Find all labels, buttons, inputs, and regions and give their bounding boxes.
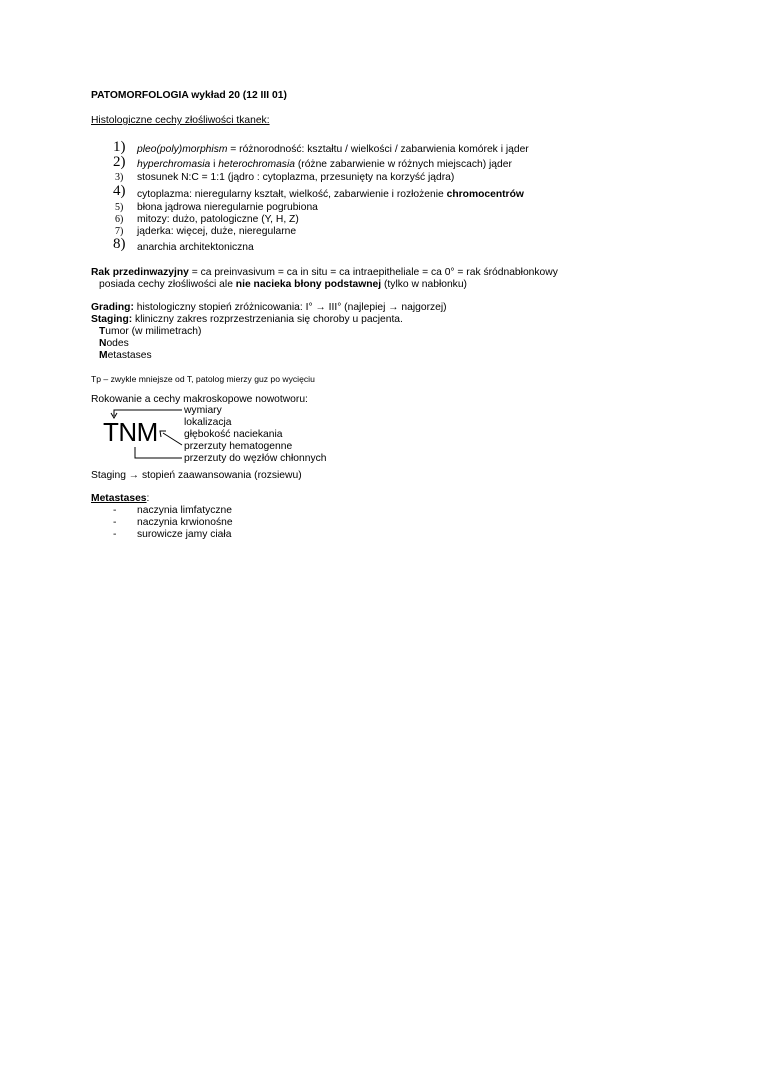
list-number: 2) — [113, 154, 126, 170]
tnm-nodes: Nodes — [99, 338, 129, 349]
metastases-item: naczynia krwionośne — [137, 517, 233, 528]
tp-note: Tp – zwykle mniejsze od T, patolog mierzy guz po wycięciu — [91, 374, 315, 384]
rak-definition: Rak przedinwazyjny = ca preinvasivum = ca in situ = ca intraepitheliale = ca 0° = rak śródnabłonkowy — [91, 267, 558, 278]
list-number: 8) — [113, 236, 126, 252]
list-number: 4) — [113, 183, 126, 199]
list-text: cytoplazma: nieregularny kształt, wielkość, zabarwienie i rozłożenie chromocentrów — [137, 189, 524, 200]
tnm-label: TNM — [103, 417, 158, 447]
list-text: mitozy: dużo, patologiczne (Y, H, Z) — [137, 214, 299, 225]
section-heading: Histologiczne cechy złośliwości tkanek: — [91, 115, 270, 126]
list-text: anarchia architektoniczna — [137, 242, 254, 253]
metastases-item: naczynia limfatyczne — [137, 505, 232, 516]
list-text: jąderka: więcej, duże, nieregularne — [137, 226, 297, 237]
tnm-item-glebokosc: głębokość naciekania — [184, 429, 283, 440]
list-number: 6) — [115, 214, 124, 225]
tnm-item-lokalizacja: lokalizacja — [184, 417, 232, 428]
staging-arrow-line: Staging → stopień zaawansowania (rozsiewu) — [91, 470, 302, 481]
dash-bullet: - — [113, 505, 117, 516]
metastases-heading: Metastases: — [91, 493, 150, 504]
list-text: pleo(poly)morphism = różnorodność: kształtu / wielkości / zabarwienia komórek i jąder — [137, 144, 529, 155]
list-text: stosunek N:C = 1:1 (jądro : cytoplazma, przesunięty na korzyść jądra) — [137, 172, 455, 183]
list-number: 5) — [115, 202, 124, 213]
list-number: 1) — [113, 139, 126, 155]
rak-definition-line2: posiada cechy złośliwości ale nie nacieka błony podstawnej (tylko w nabłonku) — [99, 279, 467, 290]
dash-bullet: - — [113, 517, 117, 528]
metastases-item: surowicze jamy ciała — [137, 529, 232, 540]
tnm-item-wymiary: wymiary — [184, 405, 222, 416]
tnm-metastases: Metastases — [99, 350, 152, 361]
dash-bullet: - — [113, 529, 117, 540]
rokowanie-heading: Rokowanie a cechy makroskopowe nowotworu: — [91, 394, 308, 405]
list-number: 3) — [115, 172, 124, 183]
tnm-item-wezly: przerzuty do węzłów chłonnych — [184, 453, 327, 464]
document-title: PATOMORFOLOGIA wykład 20 (12 III 01) — [91, 90, 287, 101]
list-text: błona jądrowa nieregularnie pogrubiona — [137, 202, 318, 213]
grading-line: Grading: histologiczny stopień zróżnicowania: I° → III° (najlepiej → najgorzej) — [91, 302, 447, 313]
staging-line: Staging: kliniczny zakres rozprzestrzeniania się choroby u pacjenta. — [91, 314, 403, 325]
tnm-tumor: Tumor (w milimetrach) — [99, 326, 202, 337]
list-number: 7) — [115, 226, 124, 237]
list-text: hyperchromasia i heterochromasia (różne zabarwienie w różnych miejscach) jąder — [137, 159, 512, 170]
tnm-item-hematogenne: przerzuty hematogenne — [184, 441, 293, 452]
